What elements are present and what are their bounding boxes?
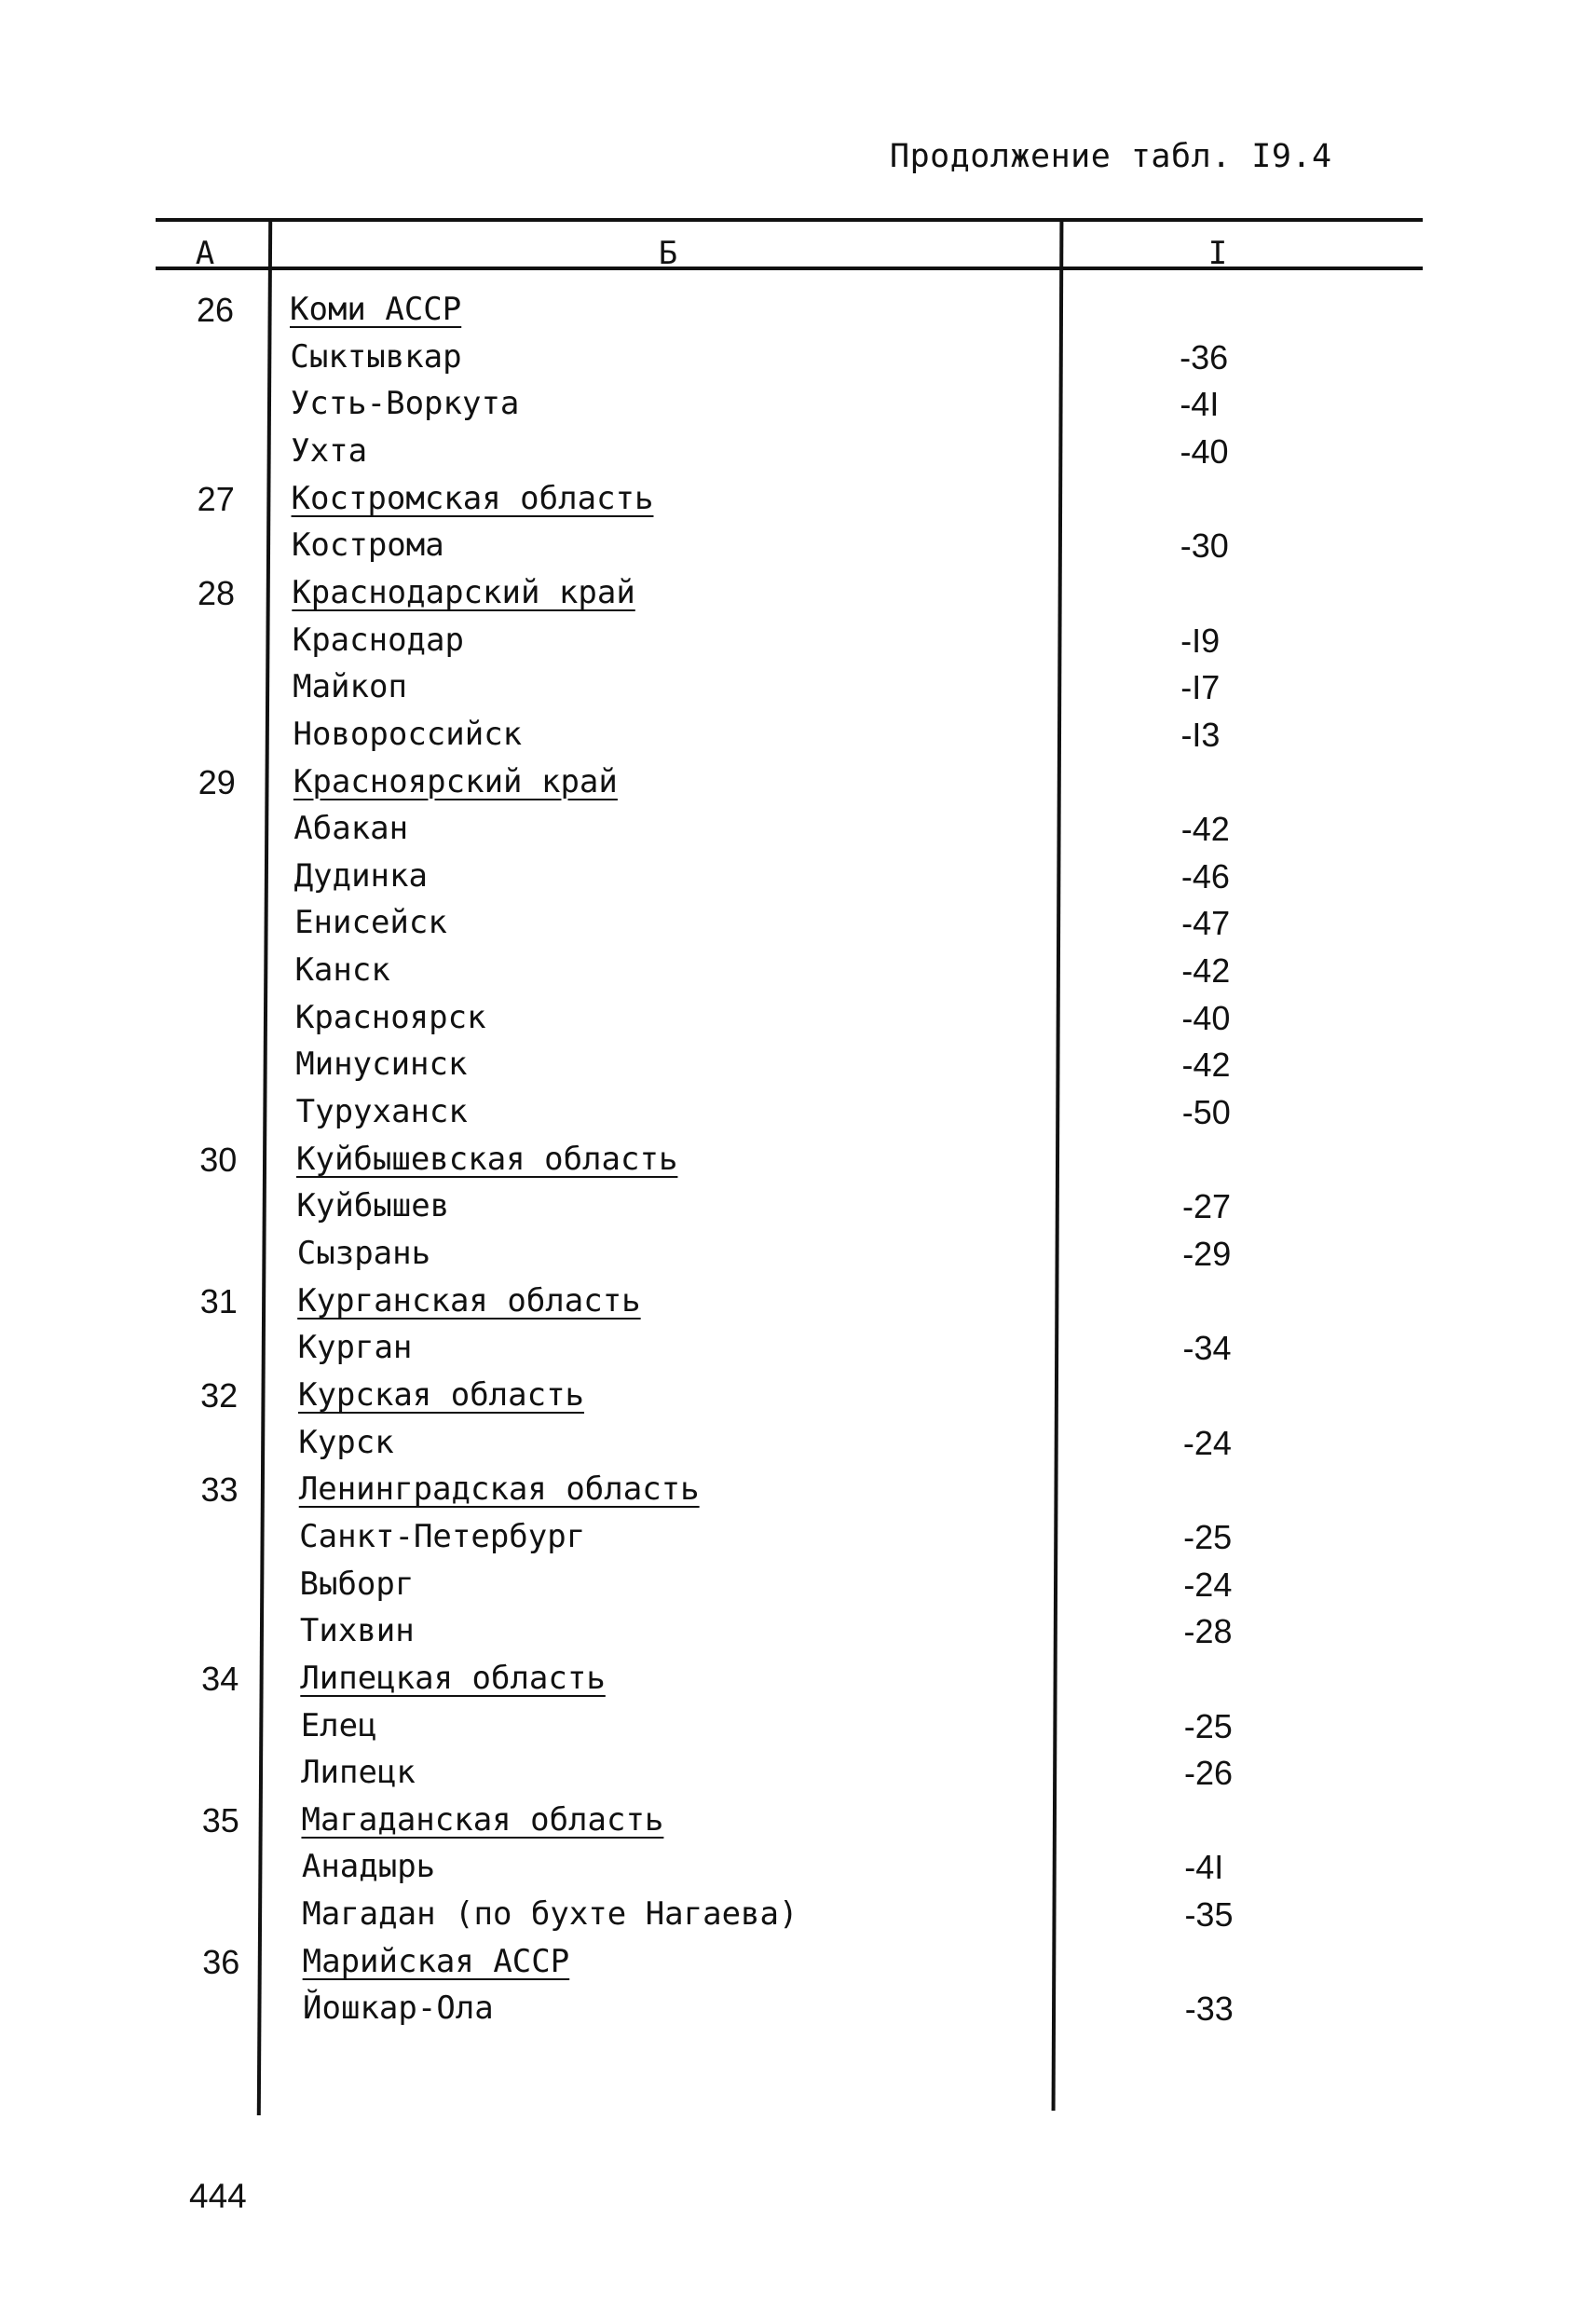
city-name: Курск	[298, 1423, 394, 1461]
region-name: Курская область	[297, 1375, 585, 1414]
table-row	[0, 1518, 1596, 1559]
city-name: Йошкар-Ола	[303, 1990, 494, 2028]
table-row	[0, 1566, 1596, 1607]
city-name: Елец	[300, 1706, 377, 1744]
table-row	[0, 1612, 1596, 1653]
table-row	[0, 622, 1596, 663]
city-name: Канск	[294, 951, 390, 990]
table-row	[0, 1707, 1596, 1748]
table-row	[0, 480, 1596, 521]
temperature-value: -36	[1180, 337, 1229, 376]
city-name: Сыктывкар	[290, 337, 462, 376]
table-row	[0, 904, 1596, 945]
region-name: Ленинградская область	[298, 1470, 700, 1509]
temperature-value: -34	[1182, 1329, 1232, 1368]
table-row	[0, 385, 1596, 426]
temperature-value: -I9	[1180, 621, 1221, 660]
temperature-value: -25	[1183, 1706, 1233, 1745]
table-row	[0, 1046, 1596, 1087]
table-row	[0, 716, 1596, 757]
city-name: Усть-Воркута	[290, 385, 520, 423]
table-row	[0, 1943, 1596, 1984]
temperature-value: -I3	[1180, 715, 1221, 754]
row-number: 34	[201, 1659, 239, 1698]
city-name: Майкоп	[293, 668, 407, 706]
table-row	[0, 338, 1596, 379]
city-name: Абакан	[293, 810, 409, 848]
temperature-value: -4I	[1180, 385, 1220, 424]
table-row	[0, 668, 1596, 709]
row-number: 32	[200, 1375, 239, 1415]
table-row	[0, 763, 1596, 804]
table-row	[0, 951, 1596, 992]
table-row	[0, 291, 1596, 332]
city-name: Кострома	[291, 526, 444, 565]
region-name: Краснодарский край	[292, 573, 635, 611]
row-number: 29	[198, 762, 236, 801]
temperature-value: -40	[1181, 998, 1231, 1037]
temperature-value: -24	[1182, 1423, 1232, 1462]
temperature-value: -40	[1180, 431, 1229, 471]
table-top-rule	[156, 218, 1423, 222]
row-number: 26	[196, 291, 234, 329]
city-name: Ухта	[291, 431, 368, 470]
city-name: Енисейск	[294, 904, 447, 942]
region-name: Марийская АССР	[302, 1942, 570, 1980]
temperature-value: -I7	[1180, 668, 1221, 707]
region-name: Куйбышевская область	[296, 1140, 678, 1178]
temperature-value: -24	[1183, 1565, 1233, 1604]
table-row	[0, 1660, 1596, 1701]
table-row	[0, 432, 1596, 473]
city-name: Куйбышев	[296, 1187, 450, 1225]
row-number: 28	[198, 573, 236, 612]
temperature-value: -29	[1182, 1235, 1232, 1273]
table-row	[0, 1424, 1596, 1465]
region-name: Магаданская область	[301, 1800, 664, 1839]
table-row	[0, 1470, 1596, 1511]
row-number: 36	[202, 1942, 240, 1981]
city-name: Анадырь	[301, 1848, 436, 1886]
table-row	[0, 1754, 1596, 1795]
city-name: Минусинск	[295, 1046, 468, 1084]
table-row	[0, 1990, 1596, 2031]
column-header-a: А	[195, 235, 215, 272]
row-number: 30	[199, 1140, 238, 1179]
temperature-value: -25	[1183, 1517, 1233, 1556]
city-name: Дудинка	[293, 856, 428, 895]
table-row	[0, 1895, 1596, 1936]
table-row	[0, 1329, 1596, 1370]
city-name: Санкт-Петербург	[299, 1517, 586, 1555]
table-continuation-title: Продолжение табл. I9.4	[890, 138, 1332, 175]
region-name: Красноярский край	[293, 762, 618, 800]
temperature-value: -33	[1184, 1990, 1234, 2029]
table-row	[0, 1848, 1596, 1889]
table-row	[0, 857, 1596, 898]
region-name: Коми АССР	[290, 291, 462, 328]
temperature-value: -42	[1181, 951, 1231, 991]
temperature-value: -42	[1181, 1046, 1231, 1085]
temperature-value: -30	[1180, 526, 1229, 566]
city-name: Сызрань	[296, 1235, 431, 1272]
temperature-value: -28	[1183, 1612, 1233, 1651]
column-header-i: I	[1207, 235, 1228, 272]
temperature-value: -27	[1182, 1187, 1232, 1226]
table-row	[0, 1376, 1596, 1417]
city-name: Красноярск	[294, 998, 486, 1036]
city-name: Туруханск	[295, 1093, 468, 1131]
city-name: Магадан (по бухте Нагаева)	[302, 1895, 798, 1934]
row-number: 33	[200, 1470, 239, 1510]
temperature-value: -46	[1180, 856, 1230, 896]
city-name: Новороссийск	[293, 715, 523, 753]
table-row	[0, 1801, 1596, 1842]
table-row	[0, 810, 1596, 851]
table-row	[0, 1282, 1596, 1323]
city-name: Выборг	[299, 1565, 415, 1603]
temperature-value: -26	[1183, 1754, 1233, 1793]
table-row	[0, 1141, 1596, 1182]
region-name: Костромская область	[291, 479, 654, 517]
city-name: Курган	[297, 1329, 413, 1367]
temperature-value: -50	[1181, 1093, 1231, 1132]
region-name: Липецкая область	[300, 1659, 606, 1697]
table-row	[0, 574, 1596, 615]
table-row	[0, 1187, 1596, 1228]
city-name: Тихвин	[299, 1612, 415, 1650]
table-row	[0, 1235, 1596, 1276]
column-header-b: Б	[658, 235, 678, 272]
temperature-value: -4I	[1184, 1848, 1224, 1887]
city-name: Краснодар	[292, 621, 464, 659]
row-number: 31	[199, 1281, 238, 1320]
row-number: 35	[201, 1800, 239, 1839]
row-number: 27	[197, 479, 235, 518]
table-row	[0, 1093, 1596, 1134]
table-row	[0, 999, 1596, 1040]
page-number: 444	[189, 2177, 247, 2215]
region-name: Курганская область	[297, 1281, 641, 1320]
city-name: Липецк	[301, 1754, 416, 1792]
temperature-value: -47	[1181, 904, 1231, 943]
temperature-value: -42	[1180, 810, 1230, 849]
table-row	[0, 526, 1596, 567]
temperature-value: -35	[1184, 1895, 1234, 1935]
